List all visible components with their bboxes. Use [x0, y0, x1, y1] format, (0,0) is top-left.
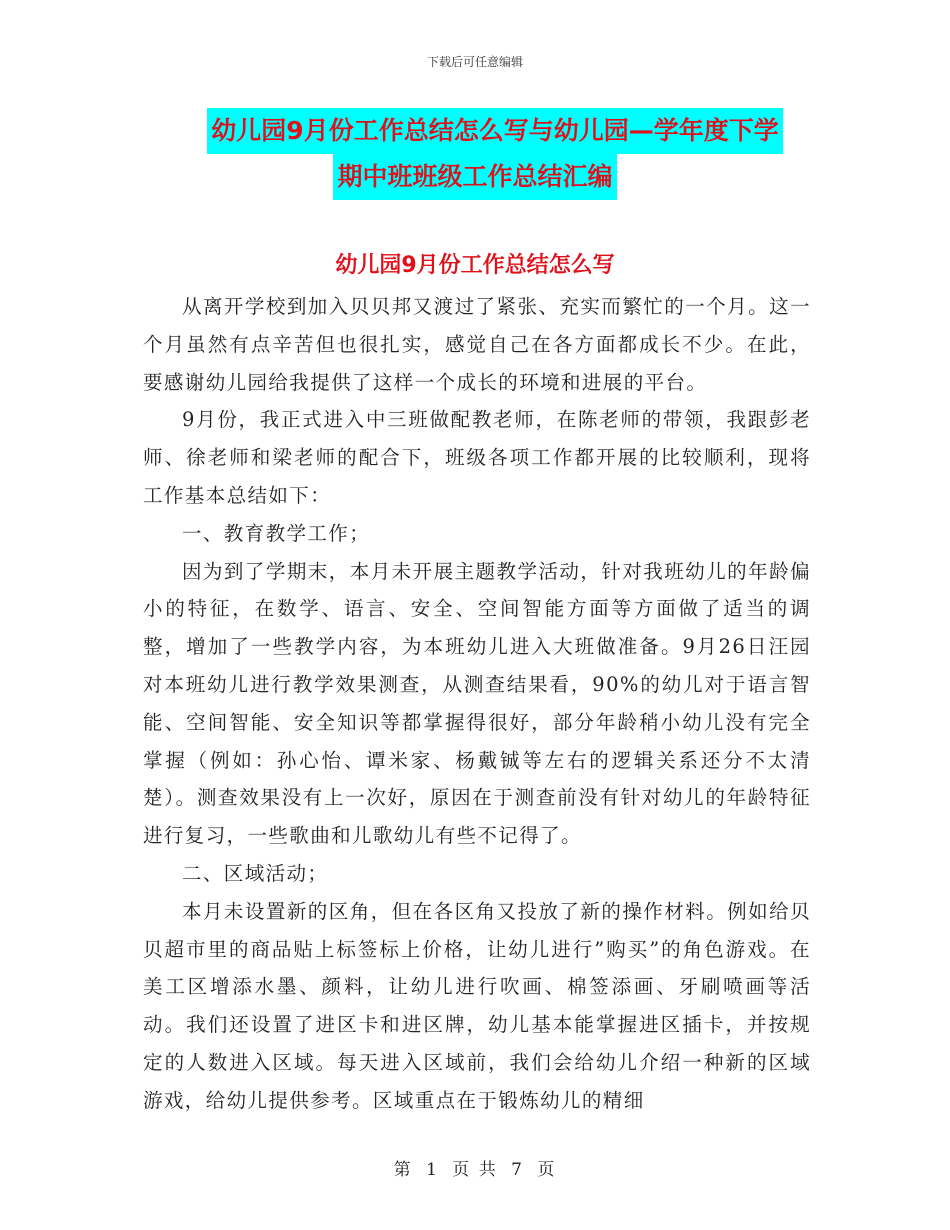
title-line-1: 幼儿园9月份工作总结怎么写与幼儿园—学年度下学: [207, 108, 782, 154]
document-body: [143, 288, 811, 1120]
footer-prefix: 第: [393, 1160, 413, 1180]
title-line-2: 期中班班级工作总结汇编: [333, 154, 616, 200]
paragraph: 一、教育教学工作；: [182, 521, 371, 545]
paragraph: 从离开学校到加入贝贝邦又渡过了紧张、充实而繁忙的一个月。这一个月虽然有点辛苦但也很扎实，感觉自己在各方面都成长不少。在此，要感谢幼儿园给我提供了这样一个成长的环境和进展的平台。: [143, 295, 811, 394]
document-title: [0, 108, 950, 200]
page-footer: [0, 1155, 950, 1180]
paragraph: 因为到了学期末，本月未开展主题教学活动，针对我班幼儿的年龄偏小的特征，在数学、语言、安全、空间智能方面等方面做了适当的调整，增加了一些教学内容，为本班幼儿进入大班做准备。9月26日汪园对本班幼儿进行教学效果测查，从测查结果看，90%的幼儿对于语言智能、空间智能、安全知识等都掌握得很好，部分年龄稍小幼儿没有完全掌握（例如：孙心怡、谭米家、杨戴铖等左右的逻辑关系还分不太清楚）。测查效果没有上一次好，原因在于测查前没有针对幼儿的年龄特征进行复习，一些歌曲和儿歌幼儿有些不记得了。: [143, 559, 811, 848]
paragraph: 本月未设置新的区角，但在各区角又投放了新的操作材料。例如给贝贝超市里的商品贴上标签标上价格，让幼儿进行”购买”的角色游戏。在美工区增添水墨、颜料，让幼儿进行吹画、棉签添画、牙刷喷画等活动。我们还设置了进区卡和进区牌，幼儿基本能掌握进区插卡，并按规定的人数进入区域。每天进入区域前，我们会给幼儿介绍一种新的区域游戏，给幼儿提供参考。区域重点在于锻炼幼儿的精细: [143, 899, 811, 1112]
footer-mid: 页 共: [452, 1160, 498, 1180]
footer-suffix: 页: [537, 1160, 557, 1180]
paragraph: 9月份，我正式进入中三班做配教老师，在陈老师的带领，我跟彭老师、徐老师和梁老师的配合下，班级各项工作都开展的比较顺利，现将工作基本总结如下：: [143, 408, 811, 507]
footer-total-pages: 7: [511, 1160, 524, 1180]
paragraph: 二、区域活动；: [182, 861, 329, 885]
section-heading: 幼儿园9月份工作总结怎么写: [335, 253, 615, 278]
page-header-note: 下载后可任意编辑: [426, 55, 523, 69]
footer-page-number: 1: [426, 1160, 439, 1180]
